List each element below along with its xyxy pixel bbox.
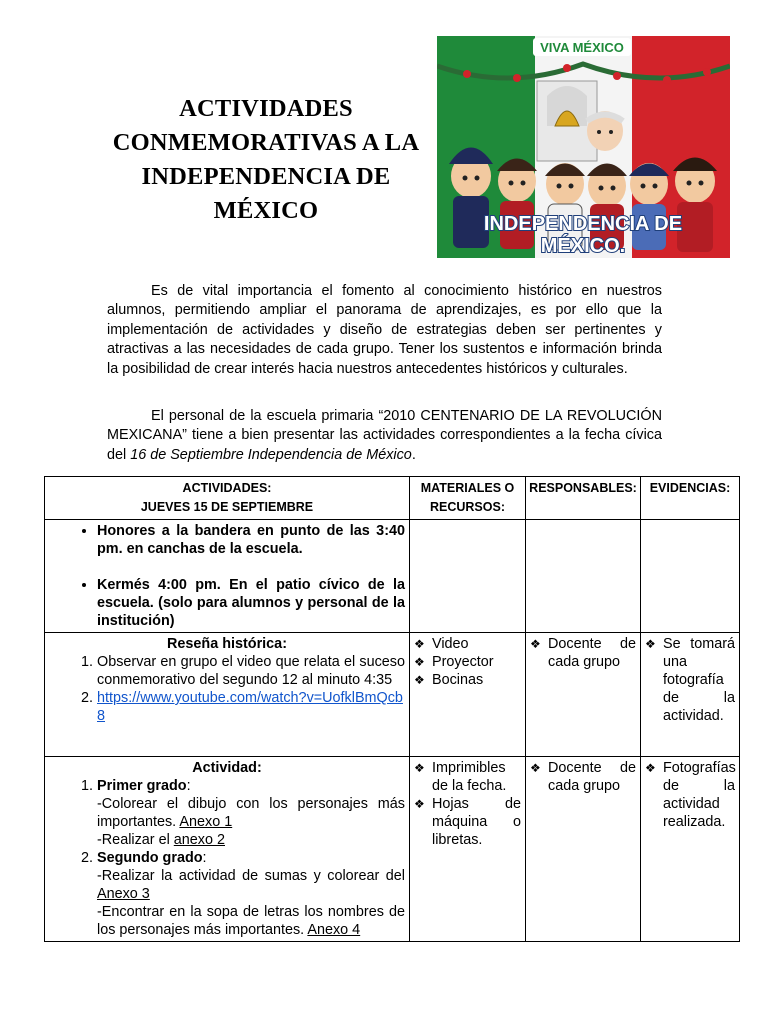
list-item: ❖ Se tomará una fotografía de la actividad.	[645, 635, 735, 725]
table-row	[45, 520, 740, 633]
list-item: ❖ Docente de cada grupo	[530, 759, 636, 795]
row2-evidence	[641, 633, 740, 757]
header-activities: ACTIVIDADES: JUEVES 15 DE SEPTIEMBRE	[45, 477, 410, 520]
row3-activities	[45, 757, 410, 942]
school-text: El personal de la escuela primaria “2010 CENTENARIO DE LA REVOLUCIÓN MEXICANA” tiene a bien presentar las actividades correspondientes a la fecha cívica del	[107, 408, 662, 463]
list-item: ❖ Fotografías de la actividad realizada.	[645, 759, 735, 831]
youtube-link[interactable]: https://www.youtube.com/watch?v=UofklBmQcb8	[97, 690, 403, 724]
row3-responsible	[526, 757, 641, 942]
list-item: ❖ Video	[414, 635, 521, 653]
list-item: ❖ Proyector	[414, 653, 521, 671]
document-title	[110, 92, 422, 228]
list-item: • Honores a la bandera en punto de las 3:40 pm. en canchas de la escuela.	[97, 522, 405, 558]
grade-label: Segundo grado	[97, 850, 203, 866]
table-row	[45, 633, 740, 757]
title-line: INDEPENDENCIA DE	[141, 163, 391, 190]
annex-reference: anexo 2	[173, 832, 225, 848]
row1-activities	[45, 520, 410, 633]
banner-bottom-text: INDEPENDENCIA DE	[483, 213, 683, 235]
banner-top-text: VIVA MÉXICO	[540, 40, 624, 55]
title-line: CONMEMORATIVAS A LA	[112, 129, 420, 156]
table-header-row	[45, 477, 740, 520]
school-paragraph: El personal de la escuela primaria “2010 CENTENARIO DE LA REVOLUCIÓN MEXICANA” tiene a bien presentar las actividades correspondientes a la fecha cívica del 16 de Septiembre Independencia de México.	[107, 408, 662, 463]
list-item: 1. Observar en grupo el video que relata el suceso conmemorativo del segundo 12 al minuto 4:35	[97, 653, 405, 689]
row2-responsible	[526, 633, 641, 757]
row2-materials	[410, 633, 526, 757]
header-materials: MATERIALES O RECURSOS:	[410, 477, 526, 520]
list-item: ❖ Imprimibles de la fecha.	[414, 759, 521, 795]
intro-paragraph	[107, 282, 662, 379]
grade-label: Primer grado	[97, 778, 187, 794]
annex-reference: Anexo 1	[179, 814, 233, 830]
annex-reference: Anexo 4	[307, 922, 361, 938]
row3-heading: Actividad:	[192, 760, 262, 776]
list-item	[97, 689, 405, 725]
header-evidence: EVIDENCIAS:	[641, 477, 740, 520]
list-item: • Kermés 4:00 pm. En el patio cívico de la escuela. (solo para alumnos y personal de la institución)	[97, 576, 405, 630]
banner-illustration	[437, 36, 730, 258]
row2-activities	[45, 633, 410, 757]
activities-table	[44, 476, 740, 942]
independence-banner-image	[437, 36, 730, 258]
list-item: 2. Segundo grado: -Realizar la actividad de sumas y colorear del Anexo 3 -Encontrar en la sopa de letras los nombres de los personajes más importantes. Anexo 4	[97, 849, 405, 939]
banner-bottom-text: MÉXICO.	[540, 235, 626, 257]
title-line: ACTIVIDADES	[179, 95, 353, 122]
list-item: ❖ Docente de cada grupo	[530, 635, 636, 671]
header-responsible: RESPONSABLES:	[526, 477, 641, 520]
row3-evidence	[641, 757, 740, 942]
list-item: ❖ Hojas de máquina o libretas.	[414, 795, 521, 849]
row3-materials	[410, 757, 526, 942]
row2-heading: Reseña histórica:	[167, 636, 287, 652]
civic-date-text: 16 de Septiembre Independencia de México	[130, 446, 412, 463]
title-line: MÉXICO	[213, 197, 319, 224]
intro-text: Es de vital importancia el fomento al conocimiento histórico en nuestros alumnos, permitiendo ampliar el panorama de aprendizajes, es por ello que la implementación de actividades y diseño de estrategias deben ser pertinentes y atractivas a las necesidades de cada grupo. Tener los sustentos e información brinda la posibilidad de crear interés hacia nuestros antecedentes históricos y culturales.	[107, 283, 662, 377]
table-row	[45, 757, 740, 942]
annex-reference: Anexo 3	[97, 886, 150, 902]
list-item: ❖ Bocinas	[414, 671, 521, 689]
list-item: 1. Primer grado: -Colorear el dibujo con los personajes más importantes. Anexo 1 -Realizar el anexo 2	[97, 777, 405, 849]
